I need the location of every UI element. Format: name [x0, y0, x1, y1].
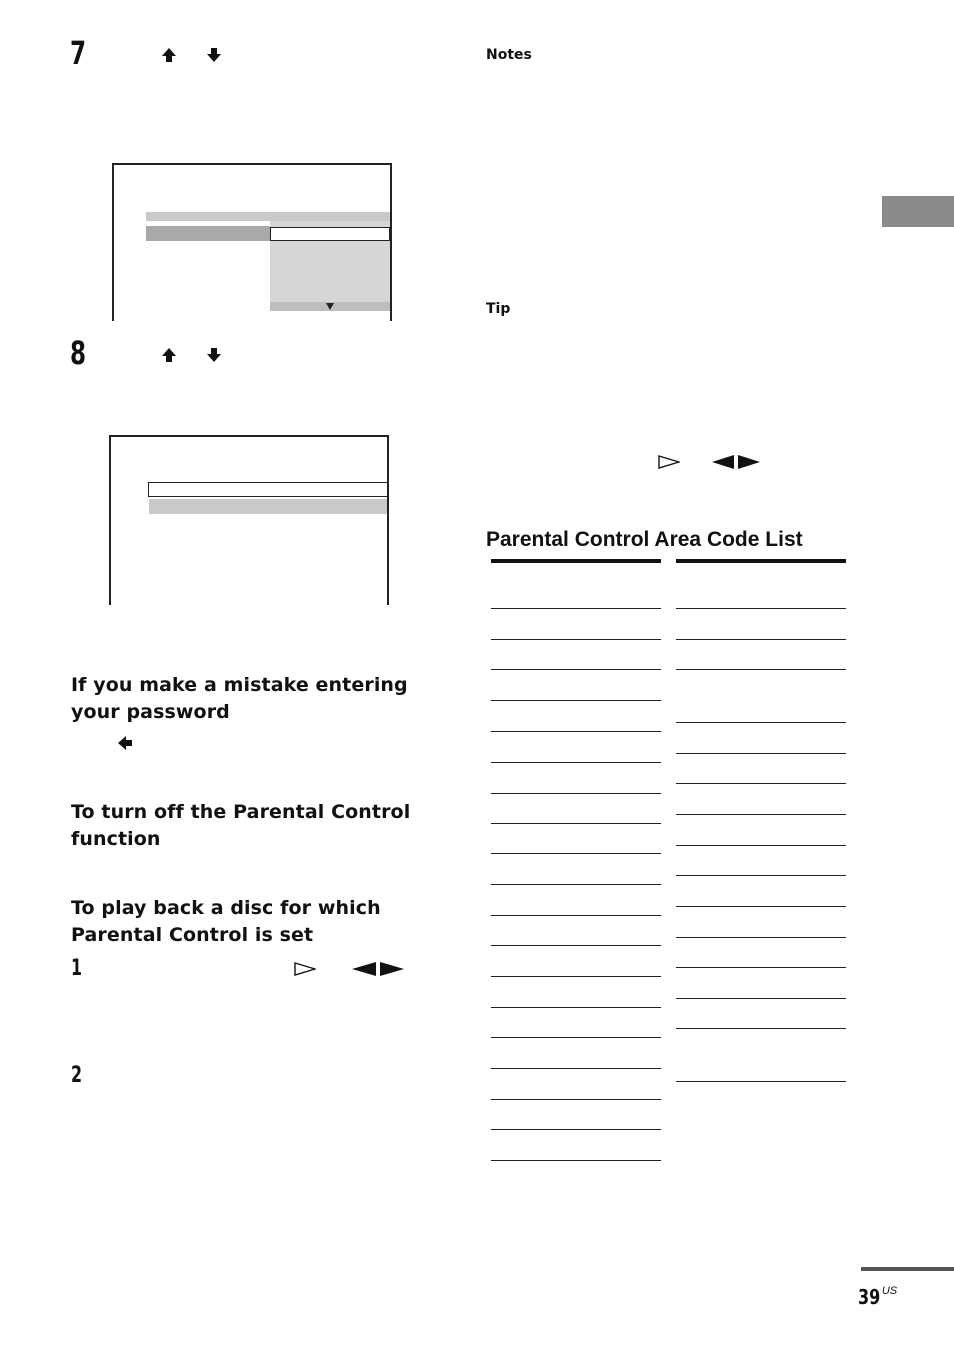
table-row-divider	[676, 998, 846, 999]
chevron-down-icon[interactable]	[326, 303, 334, 310]
table-row-divider	[491, 793, 661, 794]
table-row-divider	[491, 1099, 661, 1100]
table-row-divider	[491, 1129, 661, 1130]
step-arrows-icon	[712, 455, 760, 469]
menu-screen-step8	[109, 435, 389, 605]
sub-step-2-number: 2	[71, 1063, 83, 1088]
menu-row-highlight	[146, 212, 390, 221]
table-row-divider	[491, 700, 661, 701]
table-row-divider	[676, 639, 846, 640]
step-arrows-icon	[352, 962, 404, 976]
table-row-divider	[676, 669, 846, 670]
table-row-divider	[676, 875, 846, 876]
table-row-divider	[676, 814, 846, 815]
password-field[interactable]	[148, 482, 388, 497]
table-row-divider	[491, 915, 661, 916]
area-code-heading: Parental Control Area Code List	[486, 528, 803, 551]
page-number-suffix: US	[881, 1285, 898, 1297]
table-row-divider	[676, 783, 846, 784]
table-row-divider	[676, 906, 846, 907]
menu-screen-step7	[112, 163, 392, 321]
table-row-divider	[676, 608, 846, 609]
table-row-divider	[676, 1081, 846, 1082]
table-row-divider	[491, 639, 661, 640]
table-row-divider	[491, 823, 661, 824]
arrow-left-icon	[116, 735, 134, 751]
arrow-up-icon	[161, 46, 177, 64]
table-row-divider	[676, 937, 846, 938]
table-row-divider	[676, 1028, 846, 1029]
arrow-down-icon	[206, 346, 222, 364]
sub-step-1-number: 1	[71, 956, 83, 981]
notes-label: Notes	[486, 47, 532, 63]
arrow-up-icon	[161, 346, 177, 364]
table-row-divider	[491, 669, 661, 670]
table-row-divider	[491, 608, 661, 609]
dropdown-selected-item[interactable]	[270, 227, 390, 241]
table-row-divider	[491, 976, 661, 977]
page-number-rule	[861, 1267, 954, 1271]
tip-label: Tip	[486, 301, 511, 317]
play-outline-icon	[294, 962, 316, 976]
table-row-divider	[676, 753, 846, 754]
menu-row-selected	[146, 226, 270, 241]
table-row-divider	[491, 1068, 661, 1069]
table-row-divider	[491, 731, 661, 732]
step-7-number: 7	[70, 34, 87, 72]
page-number-value: 39	[858, 1285, 881, 1309]
table-row-divider	[491, 945, 661, 946]
table-row-divider	[491, 1007, 661, 1008]
table-row-divider	[491, 884, 661, 885]
step-8-number: 8	[70, 334, 87, 372]
side-tab	[882, 196, 954, 227]
turn-off-heading: To turn off the Parental Control function	[71, 801, 411, 850]
mistake-heading: If you make a mistake entering your password	[71, 674, 408, 723]
arrow-down-icon	[206, 46, 222, 64]
table-row-divider	[491, 1160, 661, 1161]
table-row-divider	[676, 722, 846, 723]
page-number	[858, 1285, 897, 1309]
table-column-rule-left	[491, 559, 661, 563]
table-row-divider	[491, 853, 661, 854]
table-row-divider	[491, 1037, 661, 1038]
table-column-rule-right	[676, 559, 846, 563]
table-row-divider	[676, 845, 846, 846]
table-row-divider	[676, 967, 846, 968]
table-row-divider	[491, 762, 661, 763]
menu-row-highlight	[149, 499, 387, 514]
playback-heading: To play back a disc for which Parental Control is set	[71, 897, 381, 946]
play-outline-icon	[658, 455, 680, 469]
